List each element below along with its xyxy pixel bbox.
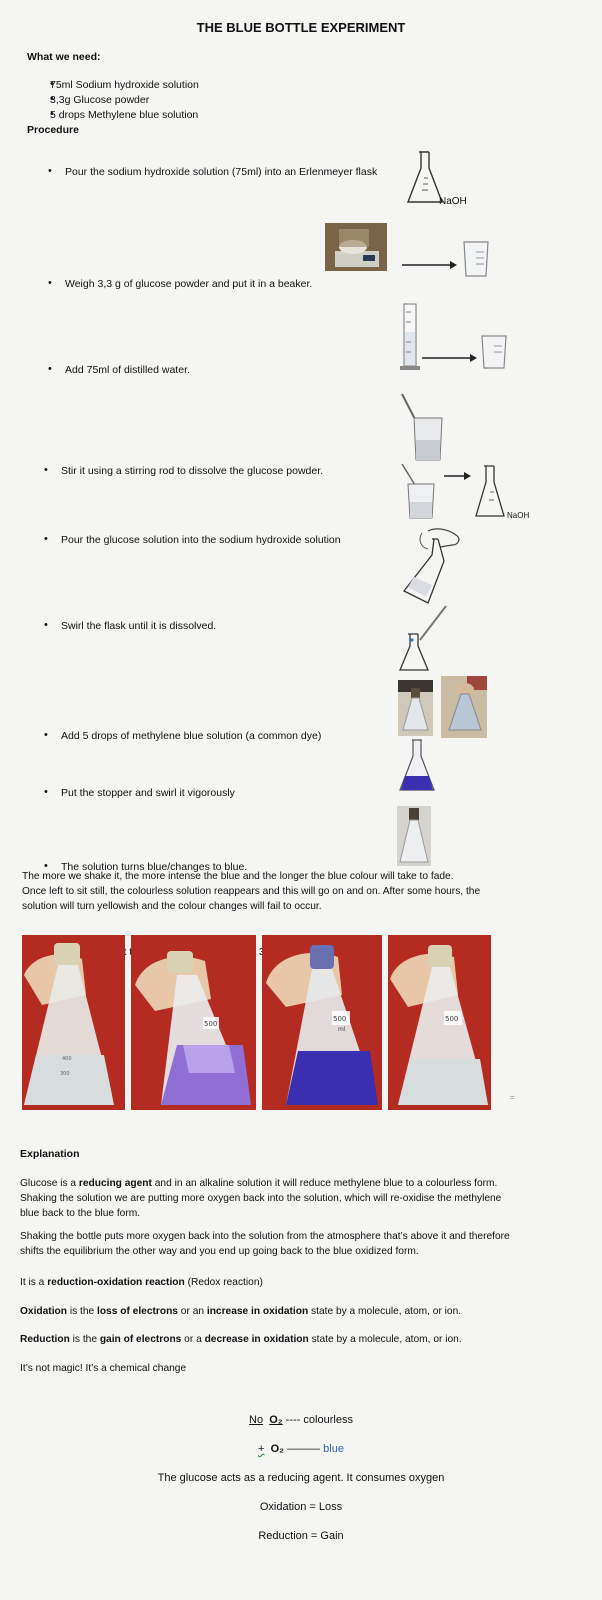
procedure-step: • Weigh 3,3 g of glucose powder and put it in a beaker. (48, 278, 602, 290)
explanation-paragraph-1 (20, 1176, 595, 1221)
reduction-gain-line: Reduction = Gain (258, 1530, 344, 1542)
oxygen-symbol: O₂ (270, 1443, 285, 1455)
glucose-agent-line: The glucose acts as a reducing agent. It consumes oxygen (157, 1472, 445, 1484)
text-span: or an (177, 1306, 207, 1317)
pipette-flask-icon (398, 604, 458, 674)
blue-flask-icon (398, 738, 436, 794)
need-heading: What we need: (27, 51, 101, 63)
text-span: state by a molecule, atom, or ion. (308, 1306, 462, 1317)
procedure-step: • Pour the glucose solution into the sodium hydroxide solution (44, 534, 602, 546)
bold-term: loss of electrons (97, 1306, 178, 1317)
need-item: • 5 drops Methylene blue solution (50, 108, 199, 123)
procedure-step: • The solution turns blue/changes to blue. (44, 861, 602, 873)
text-span: or a (181, 1334, 205, 1345)
flask-mark: 500 (204, 1020, 218, 1028)
stopper-flask-photo (398, 680, 433, 736)
need-item: • 75ml Sodium hydroxide solution (50, 78, 199, 93)
procedure-heading: Procedure (27, 124, 79, 136)
bold-term: reduction-oxidation reaction (47, 1277, 185, 1288)
procedure-step: • Stir it using a stirring rod to dissolve the glucose powder. (44, 465, 602, 477)
blue-word: blue (320, 1443, 344, 1455)
text-span: is the (66, 1306, 97, 1317)
bold-term: Reduction (20, 1334, 70, 1345)
observation-line: solution will turn yellowish and the colour changes will fail to occur. (22, 901, 322, 912)
explanation-paragraph-2 (20, 1229, 595, 1259)
colourless-flask-photo (397, 806, 431, 866)
text-line: Shaking the bottle puts more oxygen back into the solution from the atmosphere that’s above it and therefore (20, 1231, 510, 1242)
page-title: THE BLUE BOTTLE EXPERIMENT (196, 20, 406, 35)
stirring-rod-beaker-icon (398, 392, 448, 462)
procedure-step: • Pour the sodium hydroxide solution (75ml) into an Erlenmeyer flask (48, 166, 602, 178)
text-span: + (258, 1443, 265, 1455)
text-span: is the (69, 1334, 100, 1345)
reduction-definition (20, 1332, 462, 1347)
procedure-step: • Put the stopper and swirl it vigorously (44, 787, 602, 799)
no-oxygen-line (0, 1414, 602, 1426)
text-span: ——— (284, 1443, 321, 1455)
naoh-label: NaOH (507, 511, 530, 520)
flask-mark: ml (338, 1026, 346, 1033)
pour-into-flask-icon (398, 462, 518, 522)
flask-mark: 500 (333, 1015, 347, 1023)
observation-line: The more we shake it, the more intense the blue and the longer the blue colour will take to fade. (22, 871, 454, 882)
procedure-step: • Swirl the flask until it is dissolved. (44, 620, 602, 632)
oxidation-definition (20, 1304, 461, 1319)
procedure-step: • Add 75ml of distilled water. (48, 364, 602, 376)
text-span: Glucose is a (20, 1178, 79, 1189)
bold-term: increase in oxidation (206, 1306, 309, 1317)
text-span: ---- colourless (282, 1414, 353, 1426)
explanation-heading: Explanation (20, 1148, 80, 1160)
naoh-label: NaOH (439, 196, 467, 207)
observation-paragraph (22, 869, 592, 914)
balance-photo (325, 223, 387, 271)
experiment-photo-3 (262, 935, 382, 1110)
flask-mark: 400 (62, 1056, 72, 1062)
observation-line: Once left to sit still, the colourless solution reappears and this will go on and on. After some hours, the (22, 886, 481, 897)
text-line: Shaking the solution we are putting more oxygen back into the solution, which will re-oxidise the methylene (20, 1193, 502, 1204)
experiment-photo-1 (22, 935, 125, 1110)
text-line: blue back to the blue form. (20, 1208, 141, 1219)
oxidation-loss-line: Oxidation = Loss (259, 1501, 343, 1513)
bold-term: gain of electrons (99, 1334, 182, 1345)
oxygen-symbol: O₂ (269, 1414, 283, 1426)
bold-term: Oxidation (20, 1306, 67, 1317)
swirl-flask-icon (398, 525, 468, 607)
text-span: and in an alkaline solution it will reduce methylene blue to a colourless form. (151, 1178, 498, 1189)
procedure-step: • Add 5 drops of methylene blue solution (a common dye) (44, 730, 602, 742)
stray-mark: = (510, 1093, 515, 1102)
bold-term: reducing agent (78, 1178, 152, 1189)
text-span: (Redox reaction) (184, 1277, 263, 1288)
text-span: No (249, 1414, 264, 1426)
swirling-flask-photo (441, 676, 487, 738)
bold-term: decrease in oxidation (204, 1334, 309, 1345)
arrow-to-beaker-icon (400, 238, 510, 282)
flask-mark: 500 (445, 1015, 459, 1023)
explanation-paragraph-3 (20, 1275, 263, 1290)
with-oxygen-line (0, 1443, 602, 1455)
flask-mark: 300 (60, 1071, 70, 1077)
need-item: • 3,3g Glucose powder (50, 93, 199, 108)
text-span: state by a molecule, atom, or ion. (308, 1334, 462, 1345)
text-line: shifts the equilibrium the other way and you end up going back to the blue oxidized form. (20, 1246, 419, 1257)
experiment-photo-4 (388, 935, 491, 1110)
text-span: It is a (20, 1277, 48, 1288)
not-magic-text: It’s not magic! It’s a chemical change (20, 1363, 187, 1374)
experiment-photo-2 (131, 935, 256, 1110)
graduated-cylinder-icon (398, 302, 513, 372)
need-list (50, 78, 199, 123)
